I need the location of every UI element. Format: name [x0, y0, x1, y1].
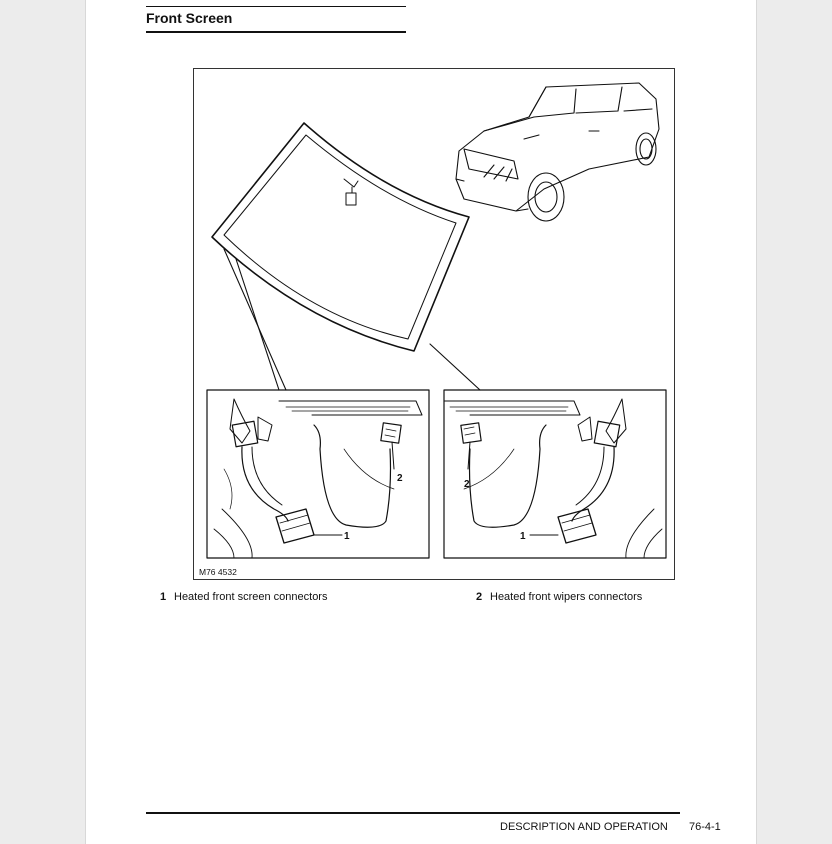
page-title: Front Screen [146, 10, 233, 26]
footer-rule [146, 812, 680, 814]
caption-number: 1 [160, 591, 167, 603]
illustration-figure [193, 68, 675, 580]
caption-item [160, 591, 327, 603]
windscreen-drawing [212, 123, 469, 351]
left-callout-two: 2 [397, 473, 403, 484]
right-callout-one: 1 [520, 531, 526, 542]
right-callout-two: 2 [464, 479, 470, 490]
footer-section: DESCRIPTION AND OPERATION [500, 821, 668, 833]
caption-number: 2 [476, 591, 483, 603]
vehicle-drawing [456, 83, 659, 221]
left-detail-panel [207, 390, 429, 558]
windscreen-illustration [194, 69, 674, 579]
detail-pointer-lines [224, 249, 480, 390]
caption-text: Heated front screen connectors [174, 591, 328, 603]
page-number: 76-4-1 [689, 821, 721, 833]
title-rule-bottom [146, 31, 406, 33]
caption-text: Heated front wipers connectors [490, 591, 643, 603]
caption-item [476, 591, 642, 603]
left-callout-one: 1 [344, 531, 350, 542]
right-detail-panel [444, 390, 666, 558]
figure-id: M76 4532 [199, 567, 237, 577]
title-rule-top [146, 6, 406, 7]
